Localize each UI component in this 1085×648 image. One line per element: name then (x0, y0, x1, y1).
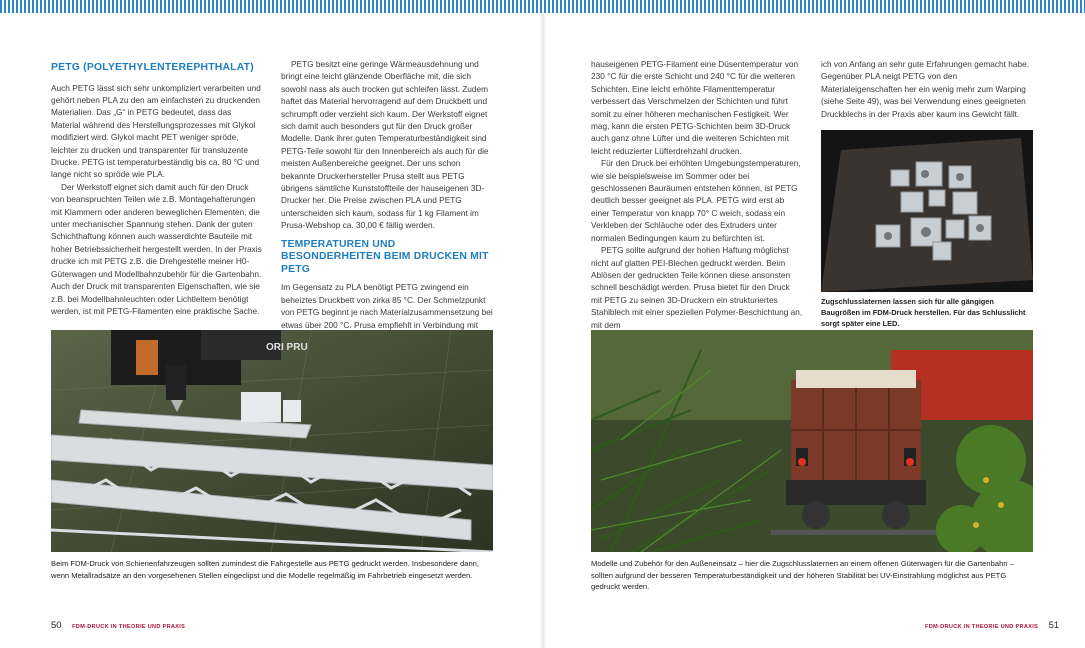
chassis-photo-illustration (51, 330, 493, 552)
book-gutter (540, 13, 546, 648)
heading-petg: PETG (POLYETHYLENTEREPHTHALAT) (51, 62, 254, 73)
caption-lanterns: Zugschlusslaternen lassen sich für alle gängigen Baugrößen im FDM-Druck herstellen. Für das Schlusslicht sorgt später eine LED. (821, 297, 1026, 328)
paragraph: Auch PETG lässt sich sehr unkompliziert verarbeiten und gehört neben PLA zu den am einfachsten zu druckenden Materialien. Das „G“ in PETG bedeutet, dass das Material während des Herstellungsprozesses mit Glykol modifiziert wird. Glykol macht PET weniger spröde, leichter zu drucken und transparenter für transluzente Drucke. PETG ist temperaturbeständig bis ca. 80 °C und lange nicht so spröde wie PLA. (51, 82, 261, 180)
page-number-left: 50 (51, 620, 62, 631)
paragraph: PETG besitzt eine geringe Wärmeausdehnung und bringt eine leicht glänzende Oberfläche mit, die sich sowohl nass als auch trocken gut schleifen lässt. Zudem haftet das Material hervorragend auf dem Druckbett und schrumpft oder verzieht sich kaum. Der Werkstoff eignet sich damit auch besonders gut für den Druck großer Modelle. Dank ihrer guten Temperaturbeständigkeit sind PETG-Teile sowohl für den Innenbereich als auch für die meisten Außenbereiche geeignet. Der uns schon bekannte Druckerhersteller Prusa stellt aus PETG übrigens sämtliche Kunststoffteile der hauseigenen 3D-Drucker her. Die Preise zwischen PLA und PETG unterscheiden sich kaum, sodass für 1 kg Filament im Prusa-Webshop ca. 30,00 € fällig werden. (281, 59, 489, 231)
left-column-1 (51, 62, 263, 317)
paragraph: Für den Druck bei erhöhten Umgebungstemperaturen, wie sie beispielsweise im Sommer oder bei geschlossenen Bauräumen entstehen können, ist PETG deutlich besser geeignet als PLA. PETG wird erst ab einer Temperatur von knapp 70° C weich, sodass ein Verkleben der Schläuche oder des Extruders unter normalen Bedingungen kaum zu befürchten ist. (591, 158, 801, 243)
printer-label: ORI PRU (266, 342, 308, 353)
top-stripe-bar (0, 0, 1085, 13)
paragraph: PETG sollte aufgrund der hohen Haftung möglichst nicht auf glatten PEI-Blechen gedruckt werden. Beim Ablösen der gedruckten Teile können diese ansonsten schnell beschädigt werden. Prusa bietet für den Druck mit PETG zu seinen 3D-Druckern ein strukturiertes Stahlblech mit einer speziellen Polymer-Beschichtung an, mit dem (591, 245, 803, 330)
left-column-2 (281, 58, 493, 344)
wagon-photo-illustration (591, 330, 1033, 552)
caption-right: Modelle und Zubehör für den Außeneinsatz – hier die Zugschlusslaternen an einem offenen Güterwagen für die Gartenbahn – sollten aufgrund der besseren Temperaturbeständigkeit und der höheren Stabilität bei UV-Einstrahlung möglichst aus PETG gedruckt werden. (591, 559, 1014, 592)
paragraph: Der Werkstoff eignet sich damit auch für den Druck von beanspruchten Teilen wie z.B. Montagehalterungen mit Klammern oder anderen beweglichen Elementen, die unter mechanischer Spannung stehen. Dank der guten Schichthaftung können auch wasserdichte Bauteile mit hoher Betriebssicherheit hergestellt werden. In der Praxis drucke ich mit PETG z.B. die Drehgestelle meiner H0-Güterwagen und Modellbahnzubehör für die Gartenbahn. Auch der Druck mit transparenten Eigenschaften, wie sie z.B. bei Modellbahnleuchten oder Lichtleitern benötigt werden, ist mit PETG-Filamenten eine praktische Sache. (51, 181, 262, 316)
folio-right (925, 620, 1059, 631)
paragraph: hauseigenen PETG-Filament eine Düsentemperatur von 230 °C für die erste Schicht und 240 °C für die weiteren Schichten. Eine leicht erhöhte Filamenttemperatur verbessert das Verschmelzen der Schichten und führt somit zu einer höheren mechanischen Festigkeit. Wer mag, kann die ersten PETG-Schichten beim 3D-Druck auch ganz ohne Lüfter und die weiteren Schichten mit leicht reduzierter Lüfterdrehzahl drucken. (591, 59, 799, 156)
caption-left: Beim FDM-Druck von Schienenfahrzeugen sollten zumindest die Fahrgestelle aus PETG gedruckt werden. Insbesondere dann, wenn Metallradsätze an den vorgesehenen Stellen eingeclipst und die Modelle regelmäßig im Fahrbetrieb eingesetzt werden. (51, 559, 480, 580)
paragraph: Im Gegensatz zu PLA benötigt PETG zwingend ein beheiztes Druckbett von zirka 85 °C. Der Schmelzpunkt von PETG beginnt je nach Materialzusammensetzung bei etwas über 200 °C. Prusa empfiehlt in Verbindung mit (281, 282, 493, 330)
lanterns-photo-illustration (821, 130, 1033, 292)
photo-lanterns (821, 130, 1033, 292)
running-head-right: FDM-DRUCK IN THEORIE UND PRAXIS (925, 624, 1039, 630)
right-column-2 (821, 58, 1033, 120)
photo-printed-chassis (51, 330, 493, 552)
running-head-left: FDM-DRUCK IN THEORIE UND PRAXIS (72, 624, 186, 630)
page-number-right: 51 (1048, 620, 1060, 631)
heading-temperaturen: TEMPERATUREN UND BESONDERHEITEN BEIM DRUCKEN MIT PETG (281, 238, 489, 275)
folio-left (51, 620, 185, 631)
paragraph: ich von Anfang an sehr gute Erfahrungen gemacht habe. Gegenüber PLA neigt PETG von den Materialeigenschaften her ein wenig mehr zum Warping (siehe Seite 49), was bei Verwendung eines geeigneten Druckblechs in der Praxis aber kaum ins Gewicht fällt. (821, 59, 1030, 119)
right-column-1 (591, 58, 803, 331)
photo-freight-wagon (591, 330, 1033, 552)
